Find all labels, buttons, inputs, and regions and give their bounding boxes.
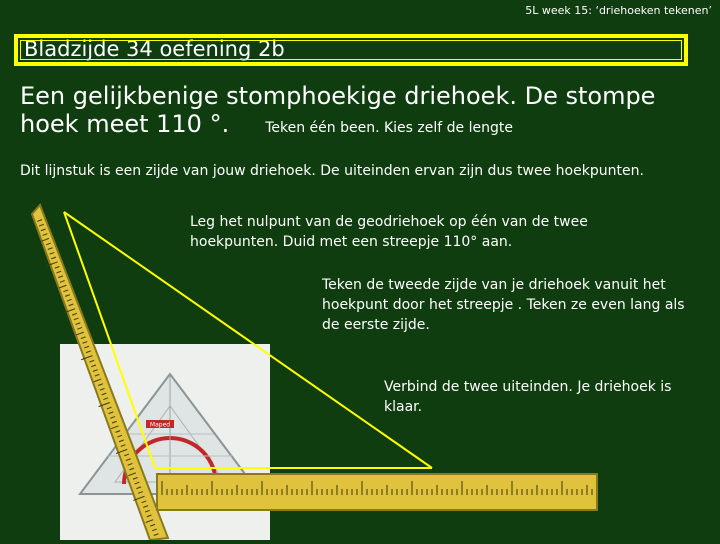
step-3-text: Teken de tweede zijde van je driehoek vanuit het hoekpunt door het streepje . Teken ze even lang als de eerste zijde.: [322, 277, 685, 333]
page-title: Bladzijde 34 oefening 2b: [24, 37, 285, 61]
heading-note: Teken één been. Kies zelf de lengte: [265, 120, 513, 136]
step-4-text: Verbind de twee uiteinden. Je driehoek is klaar.: [384, 379, 672, 415]
brand-label: Maped: [149, 421, 171, 429]
step-2-text: Leg het nulpunt van de geodriehoek op één van de twee hoekpunten. Duid met een streepje 110° aan.: [190, 214, 588, 250]
heading-line-1: Een gelijkbenige stomphoekige driehoek. De stompe: [20, 82, 656, 110]
slide-header-label: 5L week 15: ‘driehoeken tekenen’: [525, 4, 712, 17]
heading-line-2-text: hoek meet 110 °.: [20, 110, 230, 138]
step-1-text: Dit lijnstuk is een zijde van jouw driehoek. De uiteinden ervan zijn dus twee hoekpunten.: [20, 163, 644, 179]
vertical-ruler: [32, 205, 171, 540]
